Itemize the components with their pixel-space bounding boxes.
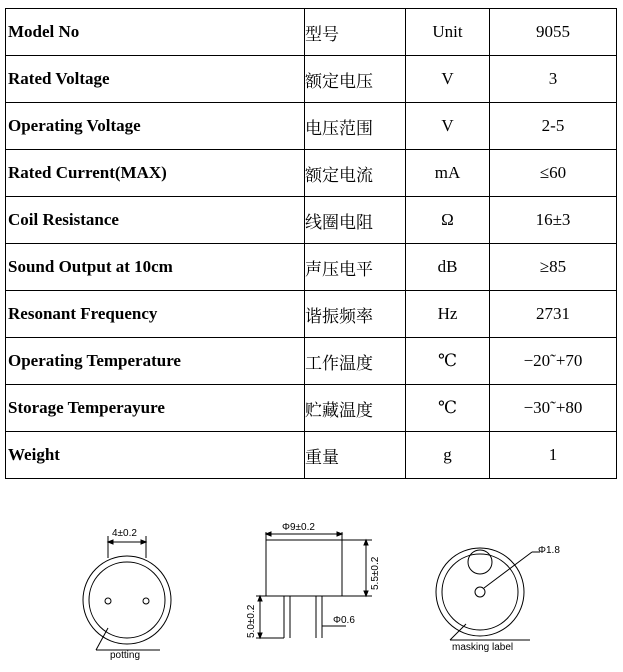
top-view-label: masking label	[452, 642, 514, 653]
spec-parameter-cn: 声压电平	[305, 244, 406, 291]
spec-parameter-cn: 电压范围	[305, 103, 406, 150]
spec-parameter-cn: 型号	[305, 9, 406, 56]
bottom-view-label: potting	[110, 650, 141, 661]
spec-parameter-en: Storage Temperayure	[6, 385, 305, 432]
spec-parameter-en: Rated Current(MAX)	[6, 150, 305, 197]
spec-value: 1	[490, 432, 617, 479]
spec-value: 16±3	[490, 197, 617, 244]
side-view-diameter: Φ9±0.2	[282, 522, 315, 533]
spec-row	[6, 385, 617, 432]
top-view-hole: Φ1.8	[538, 545, 560, 556]
spec-unit: V	[406, 56, 490, 103]
spec-parameter-cn: 谐振频率	[305, 291, 406, 338]
spec-value: 9055	[490, 9, 617, 56]
spec-unit: g	[406, 432, 490, 479]
spec-row	[6, 56, 617, 103]
spec-parameter-cn: 工作温度	[305, 338, 406, 385]
spec-parameter-en: Coil Resistance	[6, 197, 305, 244]
spec-row	[6, 150, 617, 197]
spec-value: ≥85	[490, 244, 617, 291]
spec-parameter-en: Sound Output at 10cm	[6, 244, 305, 291]
spec-row	[6, 244, 617, 291]
spec-parameter-en: Rated Voltage	[6, 56, 305, 103]
spec-parameter-cn: 线圈电阻	[305, 197, 406, 244]
spec-row	[6, 338, 617, 385]
spec-parameter-en: Weight	[6, 432, 305, 479]
spec-unit: V	[406, 103, 490, 150]
spec-row	[6, 432, 617, 479]
bottom-view-drawing	[83, 536, 171, 650]
spec-table	[5, 8, 617, 479]
spec-row	[6, 103, 617, 150]
spec-unit: Ω	[406, 197, 490, 244]
spec-value: 3	[490, 56, 617, 103]
spec-value: 2731	[490, 291, 617, 338]
spec-unit: Hz	[406, 291, 490, 338]
spec-parameter-en: Model No	[6, 9, 305, 56]
spec-value: −20˜+70	[490, 338, 617, 385]
side-view-pin-length: 5.0±0.2	[246, 604, 257, 638]
dimension-drawings	[0, 500, 623, 672]
spec-row	[6, 291, 617, 338]
spec-row	[6, 9, 617, 56]
top-view-drawing	[436, 548, 540, 640]
spec-parameter-en: Operating Temperature	[6, 338, 305, 385]
spec-parameter-en: Resonant Frequency	[6, 291, 305, 338]
spec-unit: dB	[406, 244, 490, 291]
spec-unit: Unit	[406, 9, 490, 56]
spec-parameter-cn: 重量	[305, 432, 406, 479]
side-view-pin-diameter: Φ0.6	[333, 615, 355, 626]
spec-unit: mA	[406, 150, 490, 197]
spec-value: −30˜+80	[490, 385, 617, 432]
spec-value: 2-5	[490, 103, 617, 150]
spec-unit: ℃	[406, 338, 490, 385]
spec-row	[6, 197, 617, 244]
spec-parameter-cn: 额定电压	[305, 56, 406, 103]
spec-parameter-cn: 额定电流	[305, 150, 406, 197]
spec-unit: ℃	[406, 385, 490, 432]
bottom-view-dimension: 4±0.2	[112, 528, 137, 539]
spec-parameter-cn: 贮藏温度	[305, 385, 406, 432]
spec-value: ≤60	[490, 150, 617, 197]
side-view-height: 5.5±0.2	[370, 556, 381, 590]
spec-parameter-en: Operating Voltage	[6, 103, 305, 150]
